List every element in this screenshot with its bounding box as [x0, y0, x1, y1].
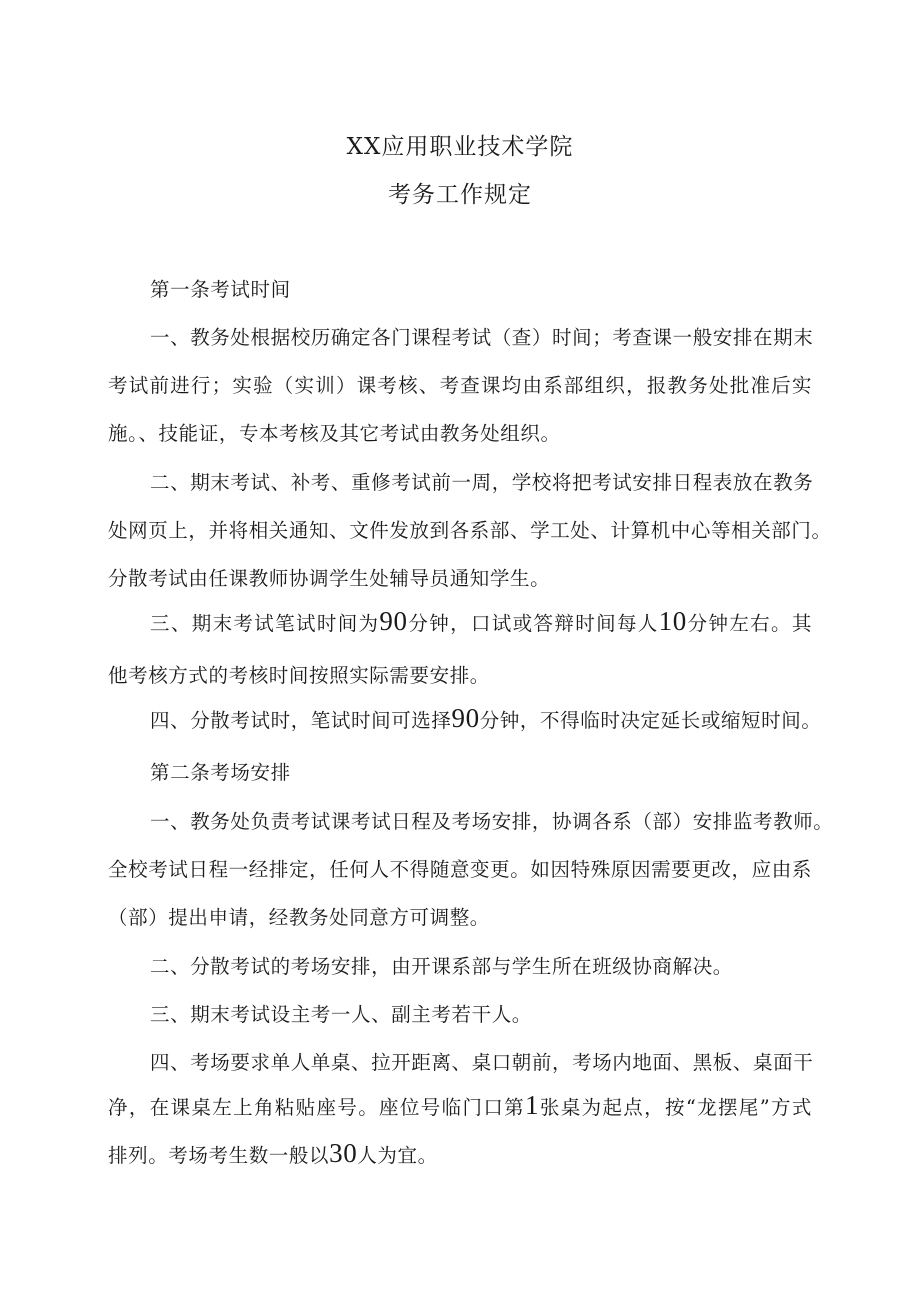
article-1-para-1-line-3: 施。、技能证，专本考核及其它考试由教务处组织。 — [108, 422, 561, 445]
article-2-heading: 第二条考场安排 — [150, 761, 291, 784]
written-duration-number: 90 — [451, 703, 480, 733]
text-segment: 排列。考场考生数一般以 — [108, 1144, 330, 1167]
article-2-para-3: 三、期末考试设主考一人、副主考若干人。 — [150, 1003, 532, 1026]
article-1-para-1-line-1: 一、教务处根据校历确定各门课程考试（查）时间；考查课一般安排在期末 — [150, 326, 814, 349]
text-segment: 人为宜。 — [357, 1144, 438, 1167]
article-2-para-4-line-2 — [108, 1090, 812, 1121]
oral-duration-number: 10 — [658, 606, 687, 636]
text-segment: 四、分散考试时，笔试时间可选择 — [150, 709, 452, 732]
article-1-para-4-line-1 — [150, 703, 822, 734]
article-1-heading: 第一条考试时间 — [150, 278, 291, 301]
article-2-para-1-line-3: （部）提出申请，经教务处同意方可调整。 — [108, 906, 490, 929]
article-1-para-3-line-2: 他考核方式的考核时间按照实际需要安排。 — [108, 664, 490, 687]
text-segment: 分钟，不得临时决定延长或缩短时间。 — [479, 709, 822, 732]
article-2-para-2: 二、分散考试的考场安排，由开课系部与学生所在班级协商解决。 — [150, 955, 733, 978]
text-segment: 三、期末考试笔试时间为 — [150, 612, 380, 635]
document-title-line1: XX应用职业技术学院 — [346, 134, 574, 160]
exam-duration-number: 90 — [379, 606, 408, 636]
examinee-count-number: 30 — [329, 1138, 358, 1168]
article-1-para-2-line-1: 二、期末考试、补考、重修考试前一周，学校将把考试安排日程表放在教务 — [150, 471, 814, 494]
article-2-para-1-line-2: 全校考试日程一经排定，任何人不得随意变更。如因特殊原因需要更改，应由系 — [108, 858, 812, 881]
article-2-para-4-line-3 — [108, 1138, 438, 1169]
text-segment: 净，在课桌左上角粘贴座号。座位号临门口第 — [108, 1096, 526, 1119]
text-segment: 分钟，口试或答辩时间每人 — [407, 612, 659, 635]
article-1-para-2-line-2: 处网页上，并将相关通知、文件发放到各系部、学工处、计算机中心等相关部门。 — [108, 519, 832, 542]
article-2-para-4-line-1: 四、考场要求单人单桌、拉开距离、桌口朝前，考场内地面、黑板、桌面干 — [150, 1051, 814, 1074]
article-1-para-2-line-3: 分散考试由任课教师协调学生处辅导员通知学生。 — [108, 567, 551, 590]
article-1-para-3-line-1 — [150, 606, 812, 637]
start-desk-number: 1 — [525, 1090, 540, 1120]
article-2-para-1-line-1: 一、教务处负责考试课考试日程及考场安排，协调各系（部）安排监考教师。 — [150, 810, 834, 833]
article-1-para-1-line-2: 考试前进行；实验（实训）课考核、考查课均由系部组织，报教务处批准后实 — [108, 374, 812, 397]
text-segment: 分钟左右。其 — [686, 612, 812, 635]
text-segment: 张桌为起点，按“龙摆尾”方式 — [539, 1096, 812, 1119]
document-title-line2: 考务工作规定 — [388, 182, 532, 208]
